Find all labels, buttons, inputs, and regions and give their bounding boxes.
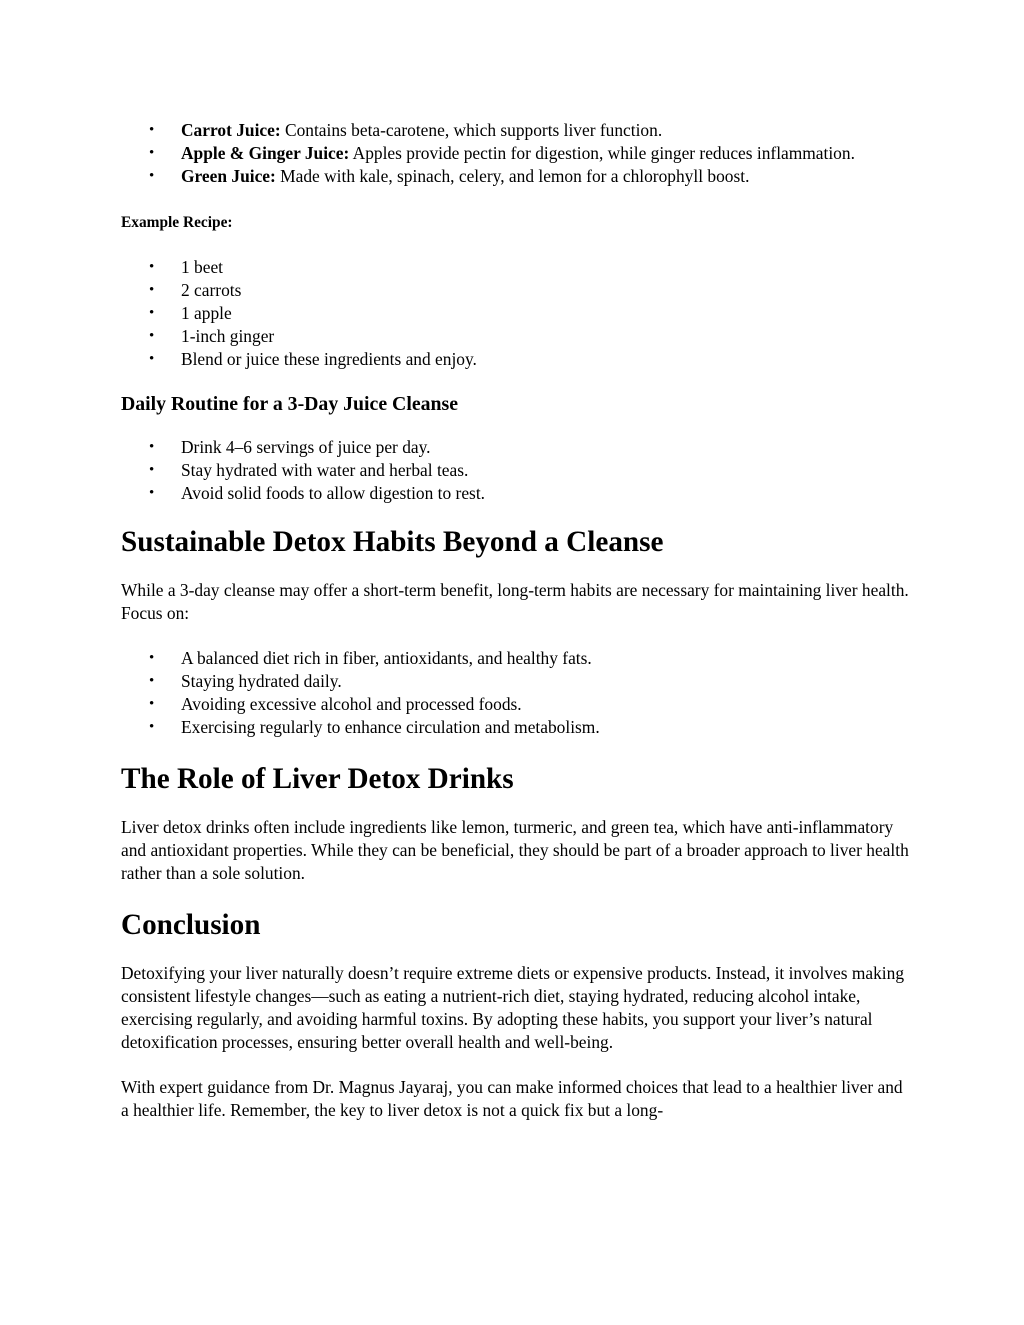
routine-list [121, 436, 911, 505]
list-item: • 1 apple [121, 302, 911, 325]
list-item [121, 119, 911, 142]
list-item-term: Green Juice: [181, 166, 276, 186]
conclusion-paragraph-1: Detoxifying your liver naturally doesn’t require extreme diets or expensive products. Instead, it involves making consistent lifestyle changes—such as eating a nutrient-rich diet, staying hydrated, reducing alcohol intake, exercising regularly, and avoiding harmful toxins. By adopting these habits, you support your liver’s natural detoxification processes, ensuring better overall health and well-being. [121, 963, 905, 1052]
list-item: • Drink 4–6 servings of juice per day. [121, 436, 911, 459]
list-item-text: Contains beta-carotene, which supports liver function. [280, 120, 663, 140]
conclusion-paragraph-2: With expert guidance from Dr. Magnus Jayaraj, you can make informed choices that lead to a healthier liver and a healthier life. Remember, the key to liver detox is not a quick fix but a long- [121, 1077, 903, 1120]
list-item: • Avoiding excessive alcohol and processed foods. [121, 693, 911, 716]
list-item-text: Apples provide pectin for digestion, while ginger reduces inflammation. [349, 143, 855, 163]
juice-list [121, 119, 911, 188]
list-item: • Avoid solid foods to allow digestion to rest. [121, 482, 911, 505]
list-item [121, 142, 911, 165]
list-item: • Exercising regularly to enhance circulation and metabolism. [121, 716, 911, 739]
document-page [121, 119, 911, 1122]
daily-routine-heading: Daily Routine for a 3-Day Juice Cleanse [121, 393, 458, 415]
list-item: • Staying hydrated daily. [121, 670, 911, 693]
list-item: • 2 carrots [121, 279, 911, 302]
role-heading: The Role of Liver Detox Drinks [121, 763, 514, 795]
list-item-term: Apple & Ginger Juice: [181, 143, 350, 163]
list-item: • Blend or juice these ingredients and enjoy. [121, 348, 911, 371]
list-item: • 1-inch ginger [121, 325, 911, 348]
sustainable-heading: Sustainable Detox Habits Beyond a Cleanse [121, 526, 664, 558]
habits-list [121, 647, 911, 739]
example-recipe-label: Example Recipe: [121, 214, 233, 231]
list-item [121, 165, 911, 188]
recipe-list [121, 256, 911, 371]
sustainable-intro: While a 3-day cleanse may offer a short-term benefit, long-term habits are necessary for maintaining liver health. Focus on: [121, 580, 909, 623]
list-item-term: Carrot Juice: [181, 120, 281, 140]
list-item: • Stay hydrated with water and herbal teas. [121, 459, 911, 482]
conclusion-heading: Conclusion [121, 909, 261, 941]
list-item: • A balanced diet rich in fiber, antioxidants, and healthy fats. [121, 647, 911, 670]
list-item-text: Made with kale, spinach, celery, and lemon for a chlorophyll boost. [275, 166, 750, 186]
list-item: • 1 beet [121, 256, 911, 279]
role-body: Liver detox drinks often include ingredients like lemon, turmeric, and green tea, which have anti-inflammatory and antioxidant properties. While they can be beneficial, they should be part of a broader approach to liver health rather than a sole solution. [121, 817, 909, 883]
